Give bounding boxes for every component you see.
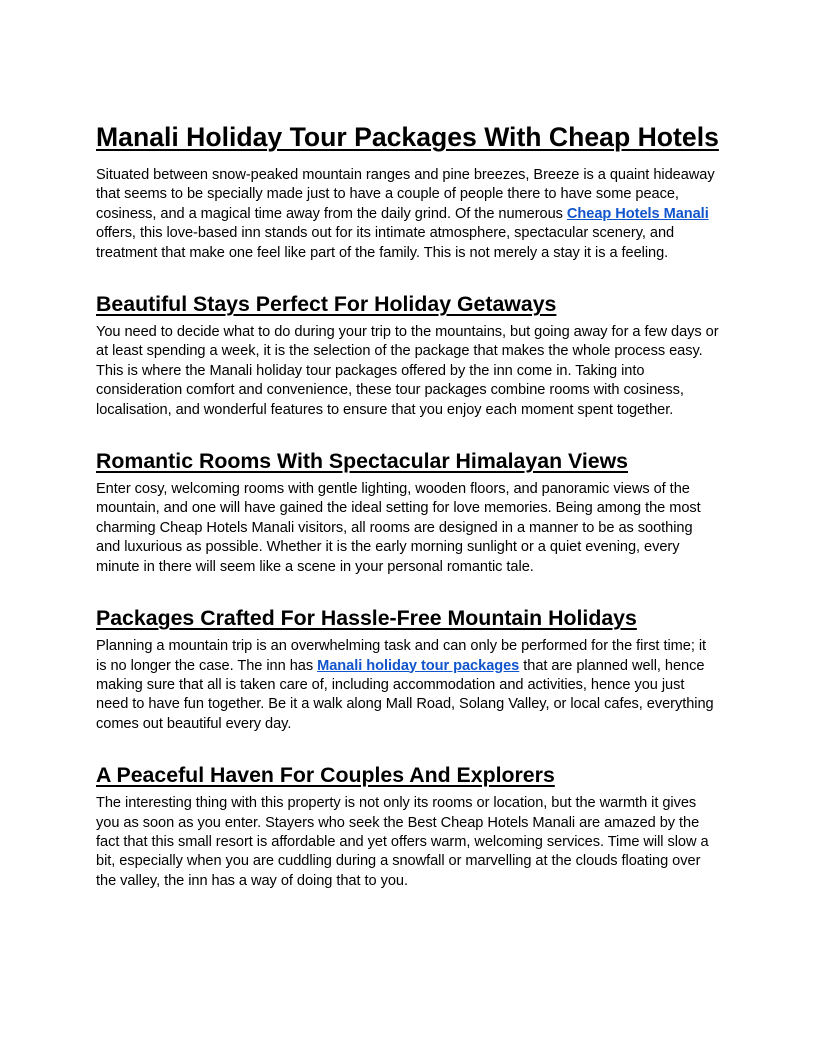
section-paragraph — [96, 637, 720, 734]
section-paragraph: The interesting thing with this property is not only its rooms or location, but the warmth it gives you as soon as you enter. Stayers who seek the Best Cheap Hotels Manali are amazed by the fact that this small resort is affordable and yet offers warm, welcoming services. Time will slow a bit, especially when you are cuddling during a snowfall or marvelling at the clouds floating over the valley, the inn has a way of doing that to you. — [96, 795, 709, 889]
cheap-hotels-manali-link[interactable]: Cheap Hotels Manali — [566, 205, 709, 222]
section-heading: Packages Crafted For Hassle-Free Mountain Holidays — [96, 606, 637, 631]
section-paragraph: Enter cosy, welcoming rooms with gentle lighting, wooden floors, and panoramic views of the mountain, and one will have gained the ideal setting for love memories. Being among the most charming Cheap Hotels Manali visitors, all rooms are designed in a manner to be as soothing and luxurious as possible. Whether it is the early morning sunlight or a quiet evening, every minute in there will seem like a scene in your personal romantic tale. — [96, 481, 701, 575]
intro-text-after: offers, this love-based inn stands out for its intimate atmosphere, spectacular scenery, and treatment that make one feel like part of the family. This is not merely a stay it is a feeling. — [96, 225, 675, 261]
manali-holiday-tour-packages-link[interactable]: Manali holiday tour packages — [317, 657, 520, 674]
section-text-before: Planning a mountain trip is an overwhelming task and can only be performed for the first time; it is no longer the case. The inn has — [96, 638, 707, 674]
section-packages-crafted — [96, 604, 720, 734]
page-title: Manali Holiday Tour Packages With Cheap Hotels — [96, 122, 719, 152]
document-page — [96, 119, 720, 891]
section-peaceful-haven — [96, 761, 720, 891]
section-beautiful-stays — [96, 290, 720, 420]
section-heading: A Peaceful Haven For Couples And Explorers — [96, 763, 555, 788]
intro-paragraph — [96, 166, 720, 263]
section-text-after: that are planned well, hence making sure that all is taken care of, including accommodation and activities, hence you just need to have fun together. Be it a walk along Mall Road, Solang Valley, or local cafes, everything comes out beautiful every day. — [96, 657, 714, 732]
section-heading: Beautiful Stays Perfect For Holiday Getaways — [96, 292, 557, 317]
section-paragraph: You need to decide what to do during your trip to the mountains, but going away for a few days or at least spending a week, it is the selection of the package that makes the whole process easy. This is where the Manali holiday tour packages offered by the inn come in. Taking into consideration comfort and convenience, these tour packages combine rooms with cosiness, localisation, and wonderful features to ensure that you enjoy each moment spent together. — [96, 324, 719, 418]
intro-text-before: Situated between snow-peaked mountain ranges and pine breezes, Breeze is a quaint hideaway that seems to be specially made just to have a couple of people there to have some peace, cosiness, and a magical time away from the daily grind. Of the numerous — [96, 167, 715, 222]
section-heading: Romantic Rooms With Spectacular Himalayan Views — [96, 449, 628, 474]
section-romantic-rooms — [96, 447, 720, 577]
